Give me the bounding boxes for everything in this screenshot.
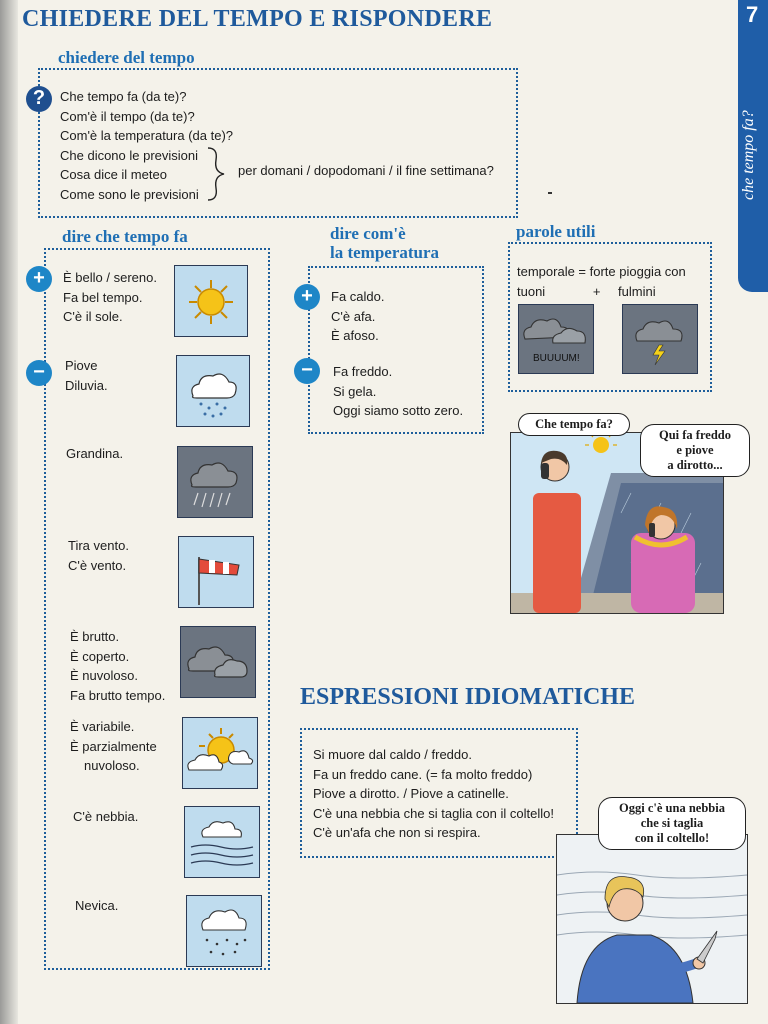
ask-line: Cosa dice il meteo (60, 167, 167, 182)
chapter-tab (738, 0, 768, 292)
partly-cloudy-icon (182, 717, 258, 789)
say-line: È variabile. (70, 719, 135, 734)
words-line-2 (517, 282, 656, 302)
idiom-line: C'è un'afa che non si respira. (313, 825, 481, 840)
lightning-cloud-icon (622, 304, 698, 374)
temp-line: Oggi siamo sotto zero. (333, 403, 464, 418)
fog-icon (184, 806, 260, 878)
windsock-icon (178, 536, 254, 608)
say-line: Fa bel tempo. (63, 289, 143, 305)
speech-bubble-fog (598, 797, 746, 850)
temp-line: Fa freddo. (333, 364, 393, 379)
bubble-line: con il coltello! (634, 831, 710, 845)
section-temp-title-line: dire com'è (330, 224, 406, 243)
temp-line: Si gela. (333, 383, 377, 399)
say-group-variable (70, 717, 157, 776)
section-temp-title-line: la temperatura (330, 243, 440, 262)
say-line: nuvoloso. (84, 758, 140, 773)
plus-icon: + (294, 284, 320, 310)
say-group-wind (68, 536, 129, 575)
curly-brace-icon (204, 146, 230, 202)
hail-cloud-icon (177, 446, 253, 518)
say-group-hail (66, 444, 123, 464)
bubble-line: che si taglia (640, 816, 704, 830)
minus-icon: − (294, 358, 320, 384)
temp-line: Fa caldo. (331, 289, 385, 304)
bubble-line: e piove (676, 443, 714, 457)
overcast-icon (180, 626, 256, 698)
minus-icon: − (26, 360, 52, 386)
say-line: Grandina. (66, 446, 124, 461)
dot-decor (548, 192, 552, 194)
speech-bubble-left: Che tempo fa? (518, 413, 630, 436)
forecast-suffix: per domani / dopodomani / il fine settimana? (238, 163, 494, 178)
page-title: CHIEDERE DEL TEMPO E RISPONDERE (22, 6, 493, 32)
lightning-word: fulmini (618, 284, 656, 299)
say-group-rain (65, 356, 108, 395)
idiom-line: Fa un freddo cane. (= fa molto freddo) (313, 766, 533, 782)
rain-cloud-icon (176, 355, 250, 427)
section-ask-title: chiedere del tempo (58, 48, 195, 67)
temp-hot-lines (331, 287, 384, 346)
say-line: Piove (65, 358, 98, 373)
chapter-tab-label: che tempo fa? (740, 110, 757, 200)
idiom-line: Piove a dirotto. / Piove a catinelle. (313, 786, 509, 801)
say-line: Tira vento. (68, 538, 129, 553)
say-line: C'è vento. (68, 557, 127, 573)
thunder-cloud-icon (518, 304, 594, 374)
section-idioms-title: ESPRESSIONI IDIOMATICHE (300, 684, 635, 710)
say-line: Fa brutto tempo. (70, 687, 166, 703)
say-line: È coperto. (70, 648, 130, 664)
ask-line: Che tempo fa (da te)? (60, 89, 187, 104)
idiom-line: Si muore dal caldo / freddo. (313, 747, 472, 762)
say-line: C'è nebbia. (73, 809, 139, 824)
idioms-lines (313, 745, 554, 843)
ask-line: Che dicono le previsioni (60, 147, 199, 163)
say-line: Diluvia. (65, 377, 108, 393)
page-spine-shadow (0, 0, 18, 1024)
question-icon: ? (26, 86, 52, 112)
sun-icon (174, 265, 248, 337)
bubble-line: Oggi c'è una nebbia (619, 801, 725, 815)
say-line: È brutto. (70, 629, 120, 644)
section-say-title: dire che tempo fa (62, 227, 188, 246)
temp-cold-lines (333, 362, 463, 421)
say-line: È parzialmente (70, 738, 157, 754)
say-line: È bello / sereno. (63, 270, 157, 285)
say-group-sun (63, 268, 157, 327)
speech-bubble-right (640, 424, 750, 477)
section-temp-title (330, 224, 439, 262)
say-group-overcast (70, 627, 165, 705)
bubble-line: a dirotto... (667, 458, 723, 472)
ask-line: Com'è la temperatura (da te)? (60, 128, 234, 143)
snow-icon (186, 895, 262, 967)
thunder-word: tuoni (517, 284, 546, 299)
fog-knife-illustration (556, 834, 748, 1004)
say-group-snow (75, 896, 118, 916)
say-line: C'è il sole. (63, 309, 123, 324)
ask-line: Com'è il tempo (da te)? (60, 108, 195, 124)
words-line-1: temporale = forte pioggia con (517, 264, 686, 279)
plus-word: + (592, 284, 601, 299)
bubble-line: Qui fa freddo (659, 428, 731, 442)
section-words-title: parole utili (516, 222, 596, 241)
temp-line: È afoso. (331, 328, 379, 343)
say-line: È nuvoloso. (70, 668, 138, 683)
thunder-sound: BUUUUM! (533, 353, 580, 364)
idiom-line: C'è una nebbia che si taglia con il coltello! (313, 805, 554, 821)
say-group-fog (73, 807, 138, 827)
temp-line: C'è afa. (331, 308, 376, 324)
ask-line: Come sono le previsioni (60, 186, 199, 202)
plus-icon: + (26, 266, 52, 292)
say-line: Nevica. (75, 898, 119, 913)
chapter-number: 7 (746, 2, 759, 27)
